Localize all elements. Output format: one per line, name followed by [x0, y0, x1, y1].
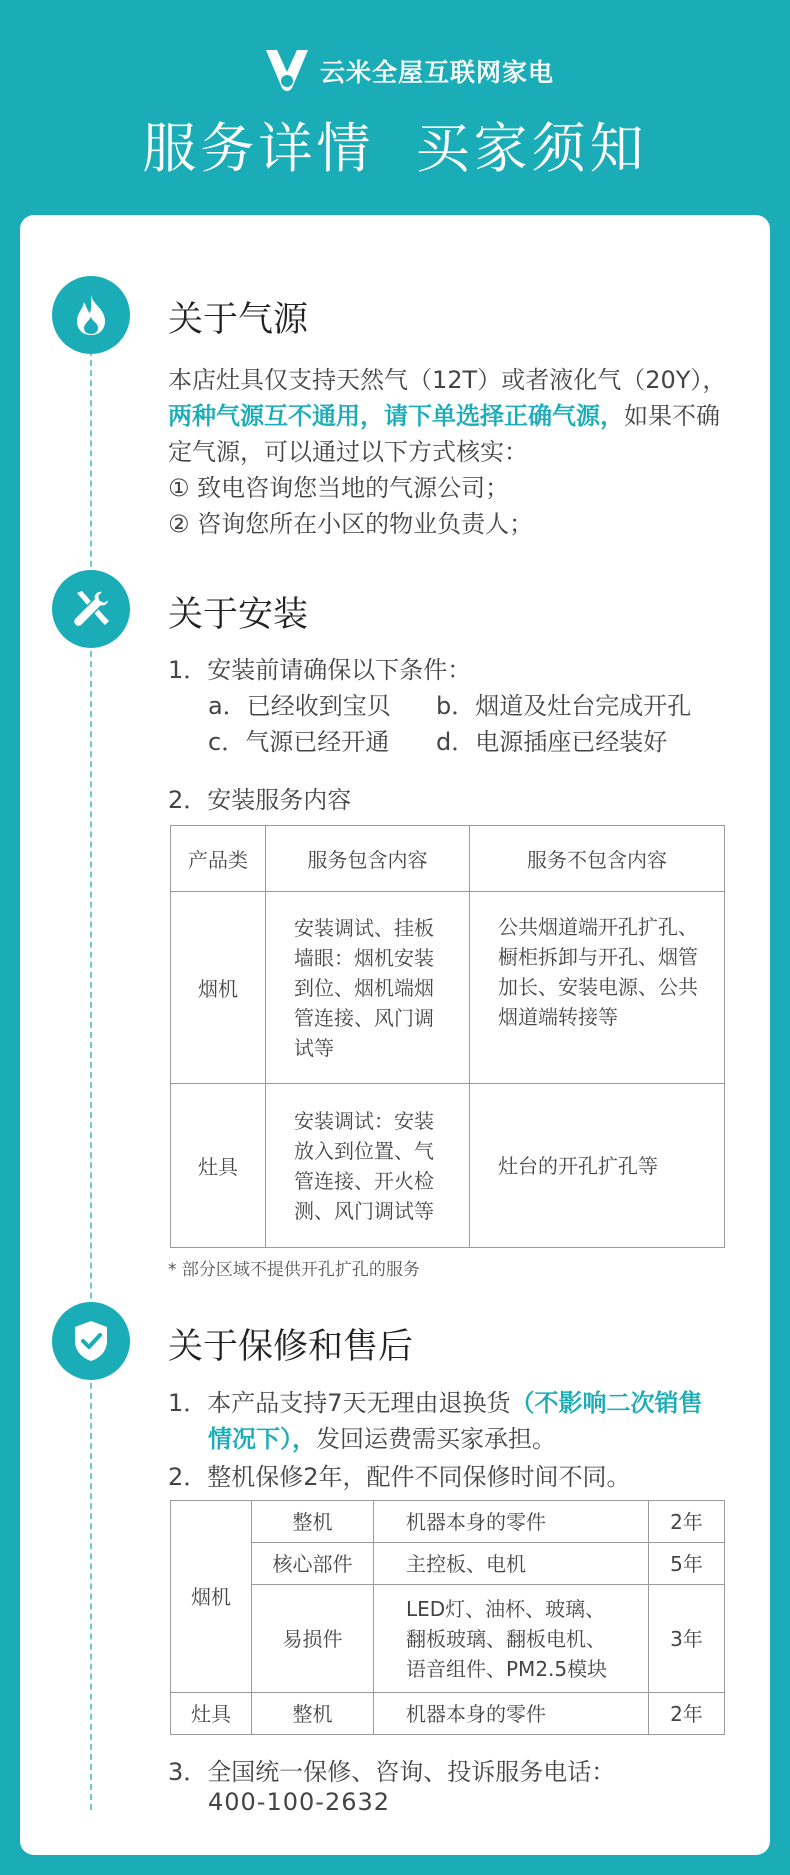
desc-cell: 主控板、电机 [374, 1543, 649, 1585]
section-title-install: 关于安装 [168, 595, 309, 635]
warranty-item-2: 2．整机保修2年，配件不同保修时间不同。 [168, 1463, 631, 1491]
warranty-item-1-text: 1．本产品支持7天无理由退换货 [168, 1389, 511, 1417]
product-cell: 烟机 [171, 892, 266, 1084]
period-cell: 5年 [649, 1543, 725, 1585]
install-cond-a: a．已经收到宝贝 [208, 692, 391, 720]
included-cell [266, 892, 470, 1084]
category-cell: 灶具 [171, 1693, 252, 1735]
flame-icon [52, 276, 130, 354]
table-row [171, 1084, 725, 1248]
part-cell: 整机 [252, 1501, 374, 1543]
cell-line: 管连接、风门调 [294, 1005, 434, 1030]
category-cell: 烟机 [171, 1501, 252, 1693]
install-service-table [170, 825, 725, 1248]
table-header-cell: 服务不包含内容 [470, 826, 725, 892]
brand [262, 48, 554, 94]
warranty-table [170, 1500, 725, 1735]
desc-cell: 机器本身的零件 [374, 1693, 649, 1735]
desc-cell [374, 1585, 649, 1693]
gas-paragraph-line2 [168, 398, 728, 434]
table-header-cell: 服务包含内容 [266, 826, 470, 892]
cell-line: LED灯、油杯、玻璃、 [406, 1596, 606, 1621]
gas-paragraph-line3: 定气源，可以通过以下方式核实： [168, 438, 528, 466]
warranty-highlight: （不影响二次销售 [510, 1389, 703, 1417]
table-row [171, 1585, 725, 1693]
cell-line: 试等 [294, 1035, 334, 1060]
gas-method-1: ① 致电咨询您当地的气源公司； [168, 474, 510, 502]
warranty-highlight-2: 情况下）， [208, 1425, 316, 1453]
table-header-cell: 产品类 [171, 826, 266, 892]
cell-line: 语音组件、PM2.5模块 [406, 1656, 608, 1681]
warranty-item-1-rest: 发回运费需买家承担。 [316, 1425, 556, 1453]
table-row [171, 1501, 725, 1543]
service-phone: 400-100-2632 [208, 1788, 391, 1816]
warranty-item-3: 3．全国统一保修、咨询、投诉服务电话： [168, 1758, 616, 1786]
install-cond-c: c．气源已经开通 [208, 728, 390, 756]
install-item-2: 2．安装服务内容 [168, 786, 352, 814]
install-cond-d: d．电源插座已经装好 [436, 728, 668, 756]
included-cell [266, 1084, 470, 1248]
excluded-cell [470, 892, 725, 1084]
desc-cell: 机器本身的零件 [374, 1501, 649, 1543]
install-item-1: 1．安装前请确保以下条件： [168, 656, 472, 684]
install-footnote: * 部分区域不提供开孔扩孔的服务 [168, 1260, 420, 1280]
excluded-cell [470, 1084, 725, 1248]
shield-check-icon [52, 1302, 130, 1380]
part-cell: 整机 [252, 1693, 374, 1735]
cell-line: 测、风门调试等 [294, 1198, 434, 1223]
table-row [171, 892, 725, 1084]
cell-line: 到位、烟机端烟 [294, 975, 434, 1000]
timeline-line [90, 300, 92, 1810]
cell-line: 安装调试：安装 [294, 1108, 434, 1133]
period-cell: 2年 [649, 1501, 725, 1543]
part-cell: 核心部件 [252, 1543, 374, 1585]
section-title-warranty: 关于保修和售后 [168, 1327, 414, 1367]
cell-line: 公共烟道端开孔扩孔、 [498, 915, 698, 939]
cell-line: 安装调试、挂板 [294, 915, 434, 940]
cell-line: 橱柜拆卸与开孔、烟管 [498, 945, 698, 969]
period-cell: 2年 [649, 1693, 725, 1735]
table-row [171, 1543, 725, 1585]
period-cell: 3年 [649, 1585, 725, 1693]
tools-icon [52, 570, 130, 648]
page-header [0, 0, 790, 215]
table-row [171, 1693, 725, 1735]
gas-paragraph-line2-rest: 如果不确 [624, 402, 720, 430]
part-cell: 易损件 [252, 1585, 374, 1693]
table-header-row [171, 826, 725, 892]
cell-line: 灶台的开孔扩孔等 [498, 1153, 658, 1178]
brand-name: 云米全屋互联网家电 [320, 58, 555, 87]
warranty-item-1 [168, 1383, 703, 1418]
cell-line: 加长、安装电源、公共 [498, 975, 698, 999]
cell-line: 墙眼：烟机安装 [294, 945, 434, 970]
section-title-gas: 关于气源 [168, 300, 309, 340]
cell-line: 翻板玻璃、翻板电机、 [406, 1626, 606, 1651]
gas-paragraph-line1: 本店灶具仅支持天然气（12T）或者液化气（20Y）， [168, 366, 727, 394]
warranty-item-1-cont [208, 1419, 556, 1454]
gas-warning-highlight: 两种气源互不通用，请下单选择正确气源， [168, 402, 624, 430]
product-cell: 灶具 [171, 1084, 266, 1248]
cell-line: 管连接、开火检 [294, 1168, 434, 1193]
gas-paragraph [168, 362, 728, 542]
cell-line: 放入到位置、气 [294, 1138, 434, 1163]
install-cond-b: b．烟道及灶台完成开孔 [436, 692, 692, 720]
gas-method-2: ② 咨询您所在小区的物业负责人； [168, 510, 534, 538]
cell-line: 烟道端转接等 [498, 1005, 618, 1029]
page-title: 服务详情 买家须知 [142, 117, 648, 180]
brand-logo-icon [262, 48, 312, 94]
